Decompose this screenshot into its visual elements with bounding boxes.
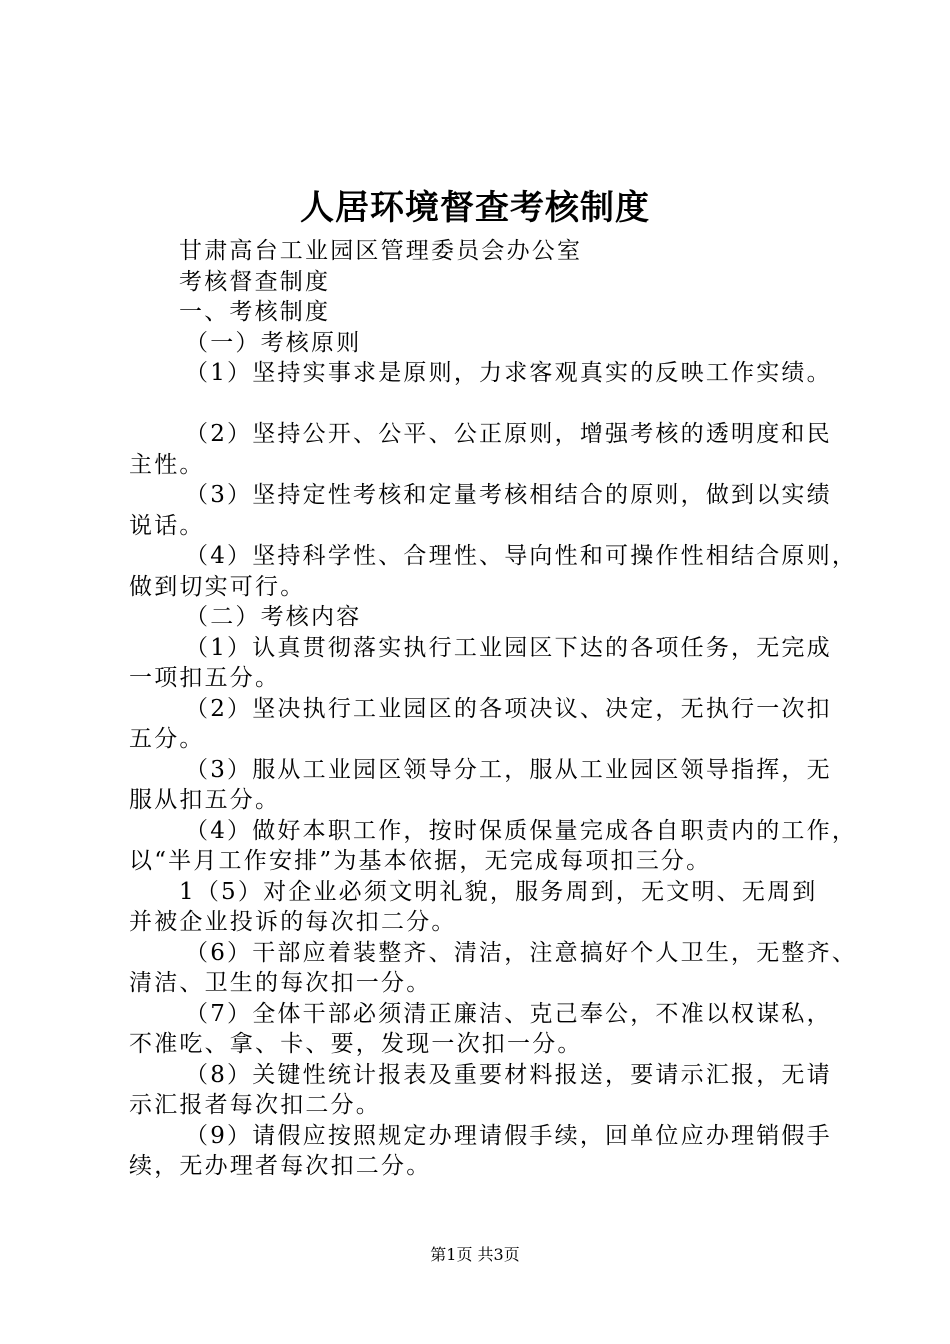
paragraph-line: （6）干部应着装整齐、清洁，注意搞好个人卫生，无整齐、 <box>185 939 858 966</box>
blank-line <box>129 389 859 420</box>
paragraph-line: 说话。 <box>129 512 205 539</box>
paragraph-line: 五分。 <box>129 726 205 752</box>
paragraph-line: 1（5）对企业必须文明礼貌，服务周到，无文明、无周到 <box>179 878 818 905</box>
paragraph-line: （3）服从工业园区领导分工，服从工业园区领导指挥，无 <box>185 756 832 783</box>
document-title: 人居环境督查考核制度 <box>300 188 650 228</box>
paragraph-line: 一项扣五分。 <box>129 665 281 691</box>
paragraph-line: 并被企业投诉的每次扣二分。 <box>129 909 457 935</box>
paragraph-line: 做到切实可行。 <box>129 573 306 600</box>
paragraph-line: 考核督查制度 <box>179 268 331 295</box>
paragraph-line: （8）关键性统计报表及重要材料报送，要请示汇报，无请 <box>185 1061 832 1088</box>
paragraph-line: 以“半月工作安排”为基本依据，无完成每项扣三分。 <box>129 848 712 874</box>
paragraph-line: （3）坚持定性考核和定量考核相结合的原则，做到以实绩 <box>185 482 832 508</box>
paragraph-line: 不准吃、拿、卡、要，发现一次扣一分。 <box>129 1031 583 1057</box>
paragraph-line: 示汇报者每次扣二分。 <box>129 1092 381 1118</box>
paragraph-line: （7）全体干部必须清正廉洁、克己奉公，不准以权谋私， <box>185 1000 832 1027</box>
paragraph-line: 甘肃高台工业园区管理委员会办公室 <box>179 238 583 264</box>
paragraph-line: （9）请假应按照规定办理请假手续，回单位应办理销假手 <box>185 1122 832 1149</box>
document-body <box>129 236 859 1182</box>
paragraph-line: （2）坚持公开、公平、公正原则，增强考核的透明度和民 <box>185 421 832 447</box>
paragraph-line: （2）坚决执行工业园区的各项决议、决定，无执行一次扣 <box>185 695 832 722</box>
paragraph-line: 清洁、卫生的每次扣一分。 <box>129 970 432 996</box>
paragraph-line: 续，无办理者每次扣二分。 <box>129 1153 432 1179</box>
paragraph-line: （1）坚持实事求是原则，力求客观真实的反映工作实绩。 <box>185 360 832 386</box>
page-number-footer: 第1页 共3页 <box>430 1245 520 1264</box>
paragraph-line: 主性。 <box>129 451 205 478</box>
paragraph-line: （4）坚持科学性、合理性、导向性和可操作性相结合原则， <box>185 543 858 569</box>
section-heading: 一、考核制度 <box>179 299 331 325</box>
paragraph-line: 服从扣五分。 <box>129 787 281 813</box>
paragraph-line: （4）做好本职工作，按时保质保量完成各自职责内的工作， <box>185 817 858 844</box>
subsection-heading: （二）考核内容 <box>185 604 362 630</box>
subsection-heading: （一）考核原则 <box>185 329 362 356</box>
paragraph-line: （1）认真贯彻落实执行工业园区下达的各项任务，无完成 <box>185 634 832 661</box>
